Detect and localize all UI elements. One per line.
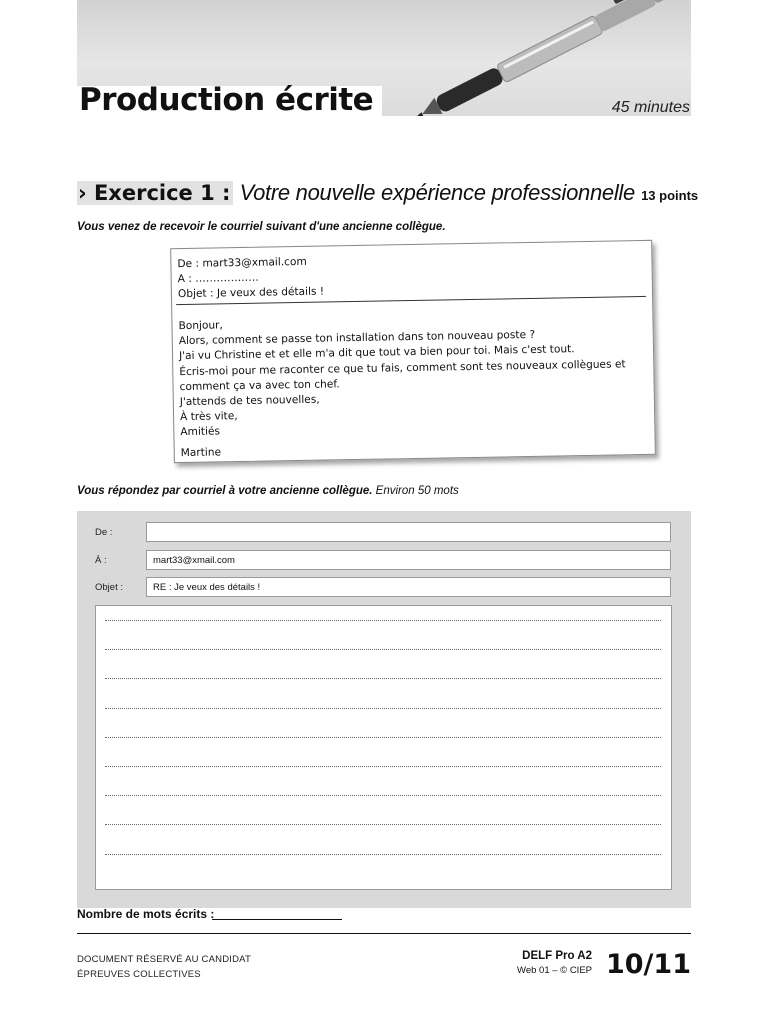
email-subject: Objet : Je veux des détails ! xyxy=(177,285,325,301)
email-body-line: Écris-moi pour me raconter ce que tu fais, comment sont tes nouveaux collègues et xyxy=(179,357,626,378)
page-number: 10/11 xyxy=(605,949,691,980)
exercise-points: 13 points xyxy=(641,188,699,203)
email-body-line: J'ai vu Christine et et elle m'a dit que tout va bien pour toi. Mais c'est tout. xyxy=(178,343,575,363)
email-body-line: À très vite, xyxy=(180,410,238,424)
writing-line[interactable] xyxy=(105,854,661,855)
from-field[interactable] xyxy=(146,522,671,542)
footer-divider xyxy=(77,933,691,934)
email-header xyxy=(177,249,644,302)
email-body xyxy=(178,311,646,441)
exercise-title: Votre nouvelle expérience professionnelle xyxy=(239,180,635,205)
to-label: À : xyxy=(95,555,107,566)
word-count-label: Nombre de mots écrits : xyxy=(77,907,215,921)
footer-line-2: ÉPREUVES COLLECTIVES xyxy=(77,969,201,980)
email-body-line: comment ça va avec ton chef. xyxy=(179,378,340,393)
email-signature: Martine xyxy=(180,446,222,460)
exam-code: Web 01 – © CIEP xyxy=(517,965,592,976)
reply-instruction xyxy=(77,485,459,497)
reply-writing-area[interactable] xyxy=(95,605,672,890)
email-from: De : mart33@xmail.com xyxy=(177,255,307,271)
reply-instruction-main: Vous répondez par courriel à votre ancienne collègue. xyxy=(77,485,373,497)
footer-line-1: DOCUMENT RÉSERVÉ AU CANDIDAT xyxy=(77,954,251,965)
email-body-line: Bonjour, xyxy=(178,319,223,333)
writing-line[interactable] xyxy=(105,795,661,796)
writing-line[interactable] xyxy=(105,737,661,738)
writing-line[interactable] xyxy=(105,708,661,709)
from-row xyxy=(77,522,691,544)
writing-line[interactable] xyxy=(105,824,661,825)
email-to: A : ……………… xyxy=(177,271,259,286)
duration-label: 45 minutes xyxy=(611,99,690,116)
exercise-instruction: Vous venez de recevoir le courriel suivant d'une ancienne collègue. xyxy=(77,221,446,233)
writing-line[interactable] xyxy=(105,620,661,621)
footer-notice xyxy=(77,952,251,982)
subject-row xyxy=(77,577,691,599)
exam-info xyxy=(517,950,592,976)
subject-label: Objet : xyxy=(95,582,123,593)
received-email xyxy=(170,240,656,463)
email-body-line: Alors, comment se passe ton installation dans ton nouveau poste ? xyxy=(178,329,536,348)
writing-line[interactable] xyxy=(105,678,661,679)
reply-word-hint: Environ 50 mots xyxy=(375,485,459,497)
from-label: De : xyxy=(95,527,113,538)
subject-field[interactable]: RE : Je veux des détails ! xyxy=(146,577,671,597)
page-title: Production écrite xyxy=(79,82,374,118)
writing-line[interactable] xyxy=(105,649,661,650)
to-field[interactable]: mart33@xmail.com xyxy=(146,550,671,570)
to-row xyxy=(77,550,691,572)
exercise-heading xyxy=(77,180,699,206)
word-count-field[interactable] xyxy=(212,919,342,920)
writing-line[interactable] xyxy=(105,766,661,767)
exam-name: DELF Pro A2 xyxy=(522,950,592,962)
exercise-number: › Exercice 1 : xyxy=(77,181,233,205)
email-body-line: Amitiés xyxy=(180,425,221,439)
reply-email-form xyxy=(77,511,691,908)
email-body-line: J'attends de tes nouvelles, xyxy=(179,393,320,409)
